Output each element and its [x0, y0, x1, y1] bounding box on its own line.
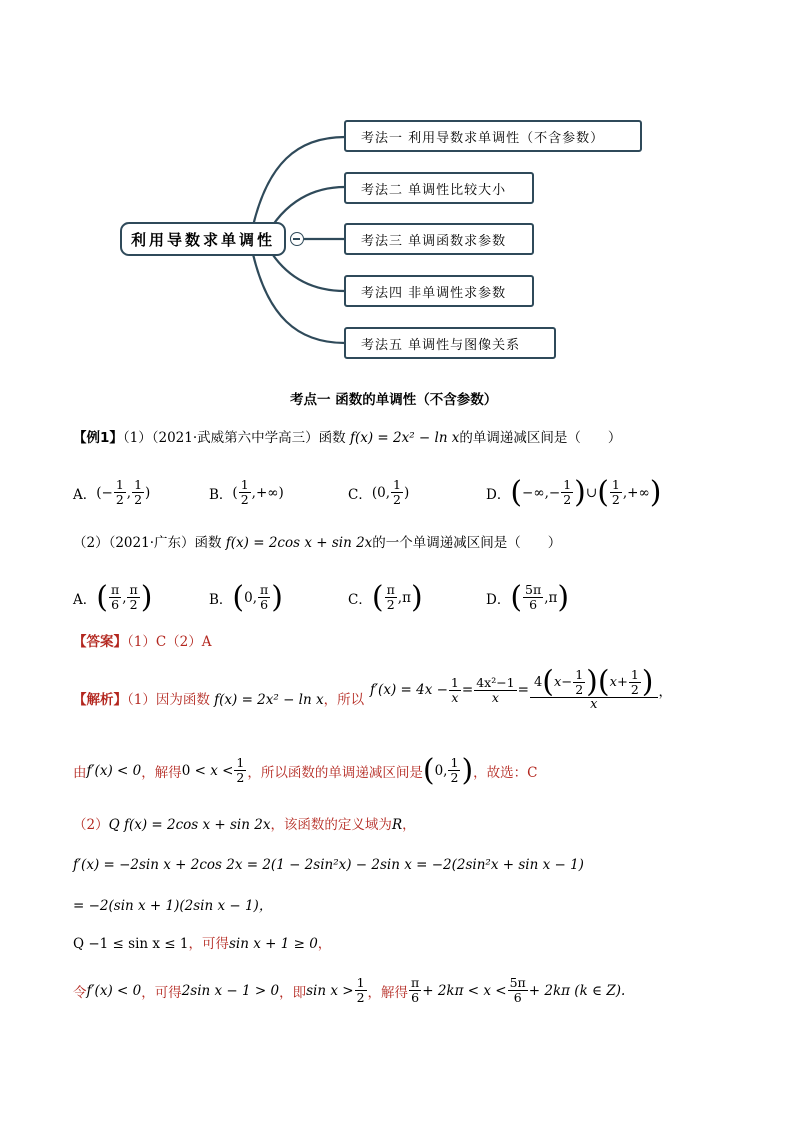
answer-text: （1）C（2）A: [127, 634, 212, 650]
q2-function: f(x) = 2cos x + sin 2x: [225, 535, 373, 551]
example-1-question-2: （2）（2021·广东）函数 f(x) = 2cos x + sin 2x的一个单调递减区间是（ ）: [73, 535, 562, 551]
q2-option-a: A． ( $\frac{\pi}{6}$ , $\frac{\pi}{2}$ ): [73, 579, 153, 615]
q1-ask: 的单调递减区间是（ ）: [459, 430, 622, 446]
example-tag: 【例1】: [73, 430, 123, 446]
analysis-tag: 【解析】: [73, 692, 127, 708]
mindmap-branch-2: 考法二 单调性比较大小: [344, 172, 534, 204]
analysis-line-7: 令 f′(x) < 0 ，可得 2sin x − 1 > 0 ，即 sin x > $\frac{1}{2}$ ，解得 $\frac{\pi}{6}$ + 2kπ < x < $\frac{5\pi}{6}$ + 2kπ (k ∈ Z).: [73, 975, 626, 1005]
analysis-line-3: （2）Q f(x) = 2cos x + sin 2x，该函数的定义域为R，: [73, 817, 416, 833]
example-1-question: [73, 428, 621, 448]
q1-function: f(x) = 2x² − ln x: [349, 430, 460, 446]
mindmap-branch-1: 考法一 利用导数求单调性（不含参数）: [344, 120, 642, 152]
derivative-formula: f′(x) = 4x − $\frac{1}{x}$ = $\frac{\text{4x²−1}}{x}$ = 4(x− $\frac{1}{2}$ )(x+ $\frac{1}{2}$ ) x ，: [370, 664, 673, 712]
analysis-line-1: 【解析】（1）因为函数 f(x) = 2x² − ln x，所以: [73, 692, 365, 708]
analysis-line-4: f′(x) = −2sin x + 2cos 2x = 2(1 − 2sin²x) − 2sin x = −2(2sin²x + sin x − 1): [73, 857, 584, 873]
analysis-line-5: = −2(sin x + 1)(2sin x − 1)，: [73, 898, 273, 914]
q1-option-b: B． ( $\frac{1}{2}$ ,+∞): [209, 477, 284, 507]
q2-option-d: D． ( $\frac{5\pi}{6}$ ,π ): [486, 579, 570, 615]
mindmap-branch-5: 考法五 单调性与图像关系: [344, 327, 556, 359]
analysis-line-2: 由 f′(x) < 0 ，解得 0 < x < $\frac{1}{2}$ ，所以函数的单调递减区间是 ( 0, $\frac{1}{2}$ ) ，故选：C: [73, 752, 538, 788]
mindmap-root: 利用导数求单调性: [120, 222, 286, 256]
mindmap-branch-3: 考法三 单调函数求参数: [344, 223, 534, 255]
q1-option-c: C． (0, $\frac{1}{2}$ ): [348, 477, 410, 507]
answer-line: [73, 632, 212, 652]
q1-option-a: A． (− $\frac{1}{2}$ , $\frac{1}{2}$ ): [73, 477, 151, 507]
collapse-icon[interactable]: [290, 232, 304, 246]
q1-source: （1）（2021·武威第六中学高三）函数: [122, 430, 346, 446]
q2-option-c: C． ( $\frac{\pi}{2}$ ,π ): [348, 579, 423, 615]
analysis-line-6: Q −1 ≤ sin x ≤ 1，可得sin x + 1 ≥ 0，: [73, 936, 332, 952]
section-title: 考点一 函数的单调性（不含参数）: [290, 392, 498, 408]
mindmap-branch-4: 考法四 非单调性求参数: [344, 275, 534, 307]
answer-tag: 【答案】: [73, 634, 127, 650]
q2-option-b: B． ( 0, $\frac{\pi}{6}$ ): [209, 579, 283, 615]
q1-option-d: D． ( −∞,− $\frac{1}{2}$ ) ∪ ( $\frac{1}{2}$ ,+∞ ): [486, 474, 662, 510]
